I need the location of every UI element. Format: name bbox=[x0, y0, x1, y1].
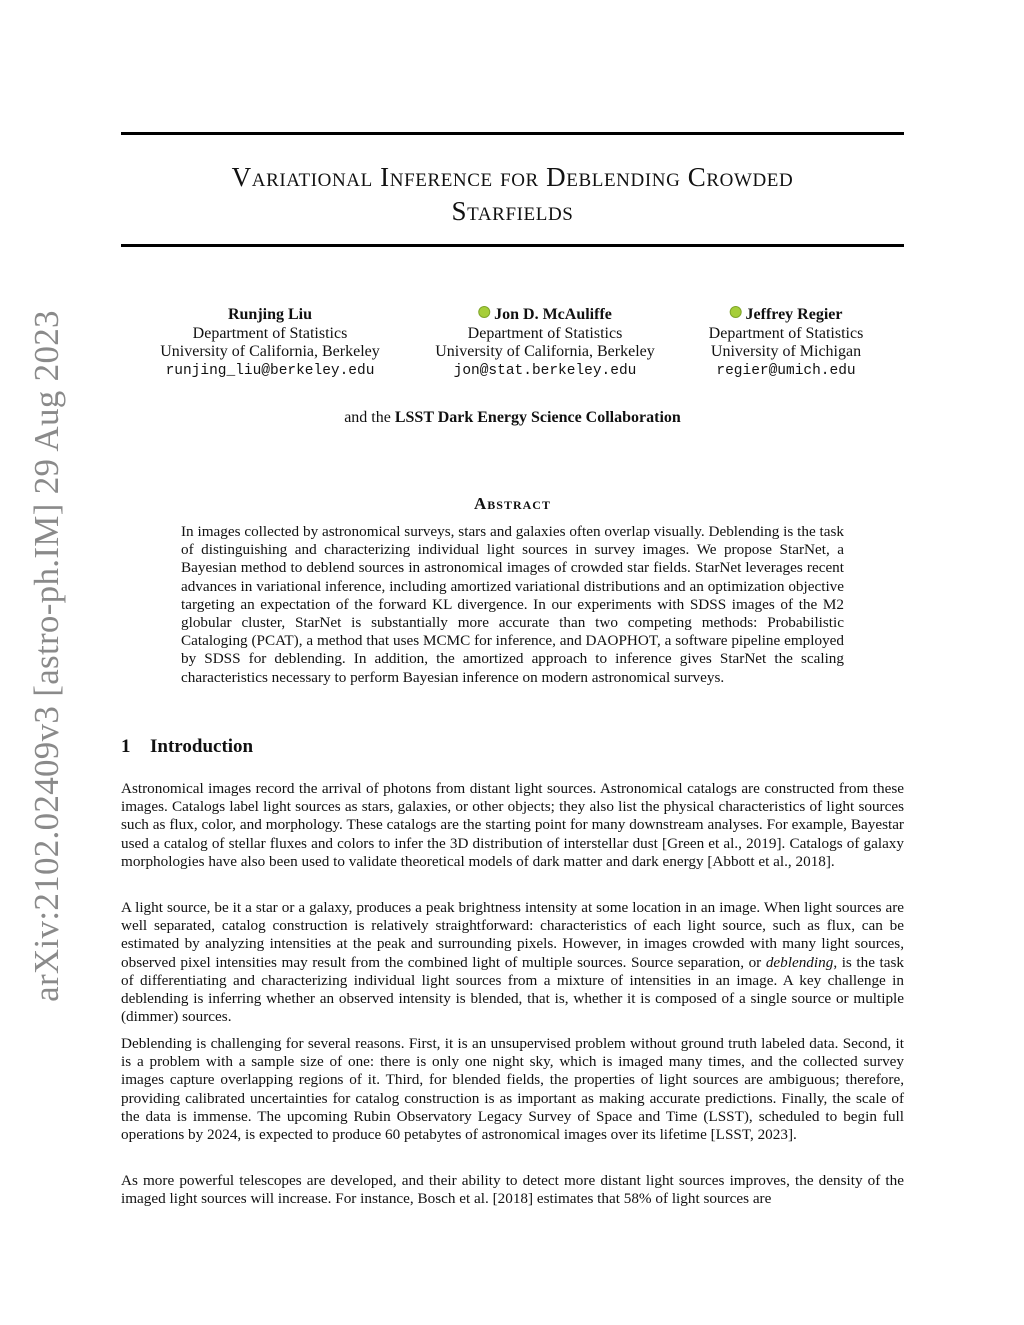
author-institution: University of California, Berkeley bbox=[435, 343, 655, 360]
author-department: Department of Statistics bbox=[467, 324, 623, 342]
collaboration-prefix: and the bbox=[344, 409, 395, 426]
emphasis-term: deblending bbox=[765, 953, 834, 971]
orcid-icon[interactable] bbox=[730, 306, 742, 318]
author-name: Jeffrey Regier bbox=[745, 306, 843, 323]
author-name: Jon D. McAuliffe bbox=[494, 306, 612, 323]
author-3 bbox=[709, 306, 864, 380]
paragraph-text: A light source, be it a star or a galaxy, produces a peak brightness intensity at some location in an image. When light sources are well separated, catalog construction is relatively straightforward: characteristics of each light source, such as flux, can be estimated by analyzing intensities at the peak and surrounding pixels. However, in images crowded with many light sources, observed pixel intensities may result from the combined light of multiple sources. Source separation, or bbox=[121, 899, 904, 971]
intro-paragraph-4: As more powerful telescopes are developed, and their ability to detect more distant light sources improves, the density of the imaged light sources will increase. For instance, Bosch et al. [2018] estimates that 58% of light sources are bbox=[121, 1172, 904, 1208]
author-email[interactable]: runjing_liu@berkeley.edu bbox=[165, 362, 375, 379]
orcid-icon[interactable] bbox=[478, 306, 490, 318]
author-institution: University of Michigan bbox=[710, 343, 862, 360]
author-block bbox=[121, 306, 904, 386]
author-name-row bbox=[709, 306, 864, 325]
author-institution: University of California, Berkeley bbox=[160, 343, 380, 360]
paragraph-text: , is the task of differentiating and characterizing individual light sources from a mixture of intensities in an image. A key challenge in deblending is inferring whether an observed intensity is blended, that is, whether it is composed of a single source or multiple (dimmer) sources. bbox=[121, 953, 904, 1026]
section-heading bbox=[121, 736, 253, 758]
intro-paragraph-1: Astronomical images record the arrival of photons from distant light sources. Astronomical catalogs are constructed from these images. Catalogs label light sources as stars, galaxies, or other objects; they also list the physical characteristics of light sources such as flux, color, and morphology. These catalogs are the starting point for many downstream analyses. For example, Bayestar used a catalog of stellar fluxes and colors to infer the 3D distribution of interstellar dust [Green et al., 2019]. Catalogs of galaxy morphologies have also been used to validate theoretical models of dark matter and dark energy [Abbott et al., 2018]. bbox=[121, 780, 904, 870]
title-rule-bottom bbox=[121, 244, 904, 247]
author-name-row bbox=[435, 306, 655, 325]
author-name: Runjing Liu bbox=[227, 306, 313, 323]
collaboration-line bbox=[121, 409, 904, 427]
section-title: Introduction bbox=[150, 736, 254, 757]
arxiv-identifier-text: arXiv:2102.02409v3 [astro-ph.IM] 29 Aug 2023 bbox=[27, 310, 66, 1002]
abstract-heading: Abstract bbox=[474, 494, 551, 513]
abstract-text: In images collected by astronomical surveys, stars and galaxies often overlap visually. Deblending is the task of distinguishing and characterizing individual light sources in survey images. We propose StarNet, a Bayesian method to deblend sources in astronomical images of crowded star fields. StarNet leverages recent advances in variational inference, including amortized variational distributions and an optimization objective targeting an expectation of the forward KL divergence. In our experiments with SDSS images of the M2 globular cluster, StarNet is substantially more accurate than two competing methods: Probabilistic Cataloging (PCAT), a method that uses MCMC for inference, and DAOPHOT, a software pipeline employed by SDSS for deblending. In addition, the amortized approach to inference gives StarNet the scaling characteristics necessary to perform Bayesian inference on modern astronomical surveys. bbox=[181, 523, 844, 686]
author-email[interactable]: regier@umich.edu bbox=[716, 362, 856, 379]
section-number: 1 bbox=[121, 736, 131, 757]
intro-paragraph-2 bbox=[121, 899, 904, 1026]
title-line-2: Starfields bbox=[451, 196, 574, 226]
title-line-1: Variational Inference for Deblending Crowded bbox=[231, 162, 794, 192]
author-1 bbox=[160, 306, 380, 380]
collaboration-name: LSST Dark Energy Science Collaboration bbox=[394, 409, 681, 426]
intro-paragraph-3: Deblending is challenging for several reasons. First, it is an unsupervised problem without ground truth labeled data. Second, it is a problem with a sample size of one: there is only one night sky, which is imaged many times, and the collected survey images capture overlapping regions of it. Third, for blended fields, the properties of light sources are ambiguous; therefore, providing calibrated uncertainties for catalog construction is as important as making accurate predictions. Finally, the scale of the data is immense. The upcoming Rubin Observatory Legacy Survey of Space and Time (LSST), scheduled to begin full operations by 2024, is expected to produce 60 petabytes of astronomical images over its lifetime [LSST, 2023]. bbox=[121, 1035, 904, 1144]
author-department: Department of Statistics bbox=[708, 324, 864, 342]
title-rule-top bbox=[121, 132, 904, 135]
paper-title bbox=[121, 160, 904, 228]
author-email[interactable]: jon@stat.berkeley.edu bbox=[453, 362, 637, 379]
author-department: Department of Statistics bbox=[192, 324, 348, 342]
author-2 bbox=[435, 306, 655, 380]
arxiv-identifier bbox=[22, 310, 72, 1002]
